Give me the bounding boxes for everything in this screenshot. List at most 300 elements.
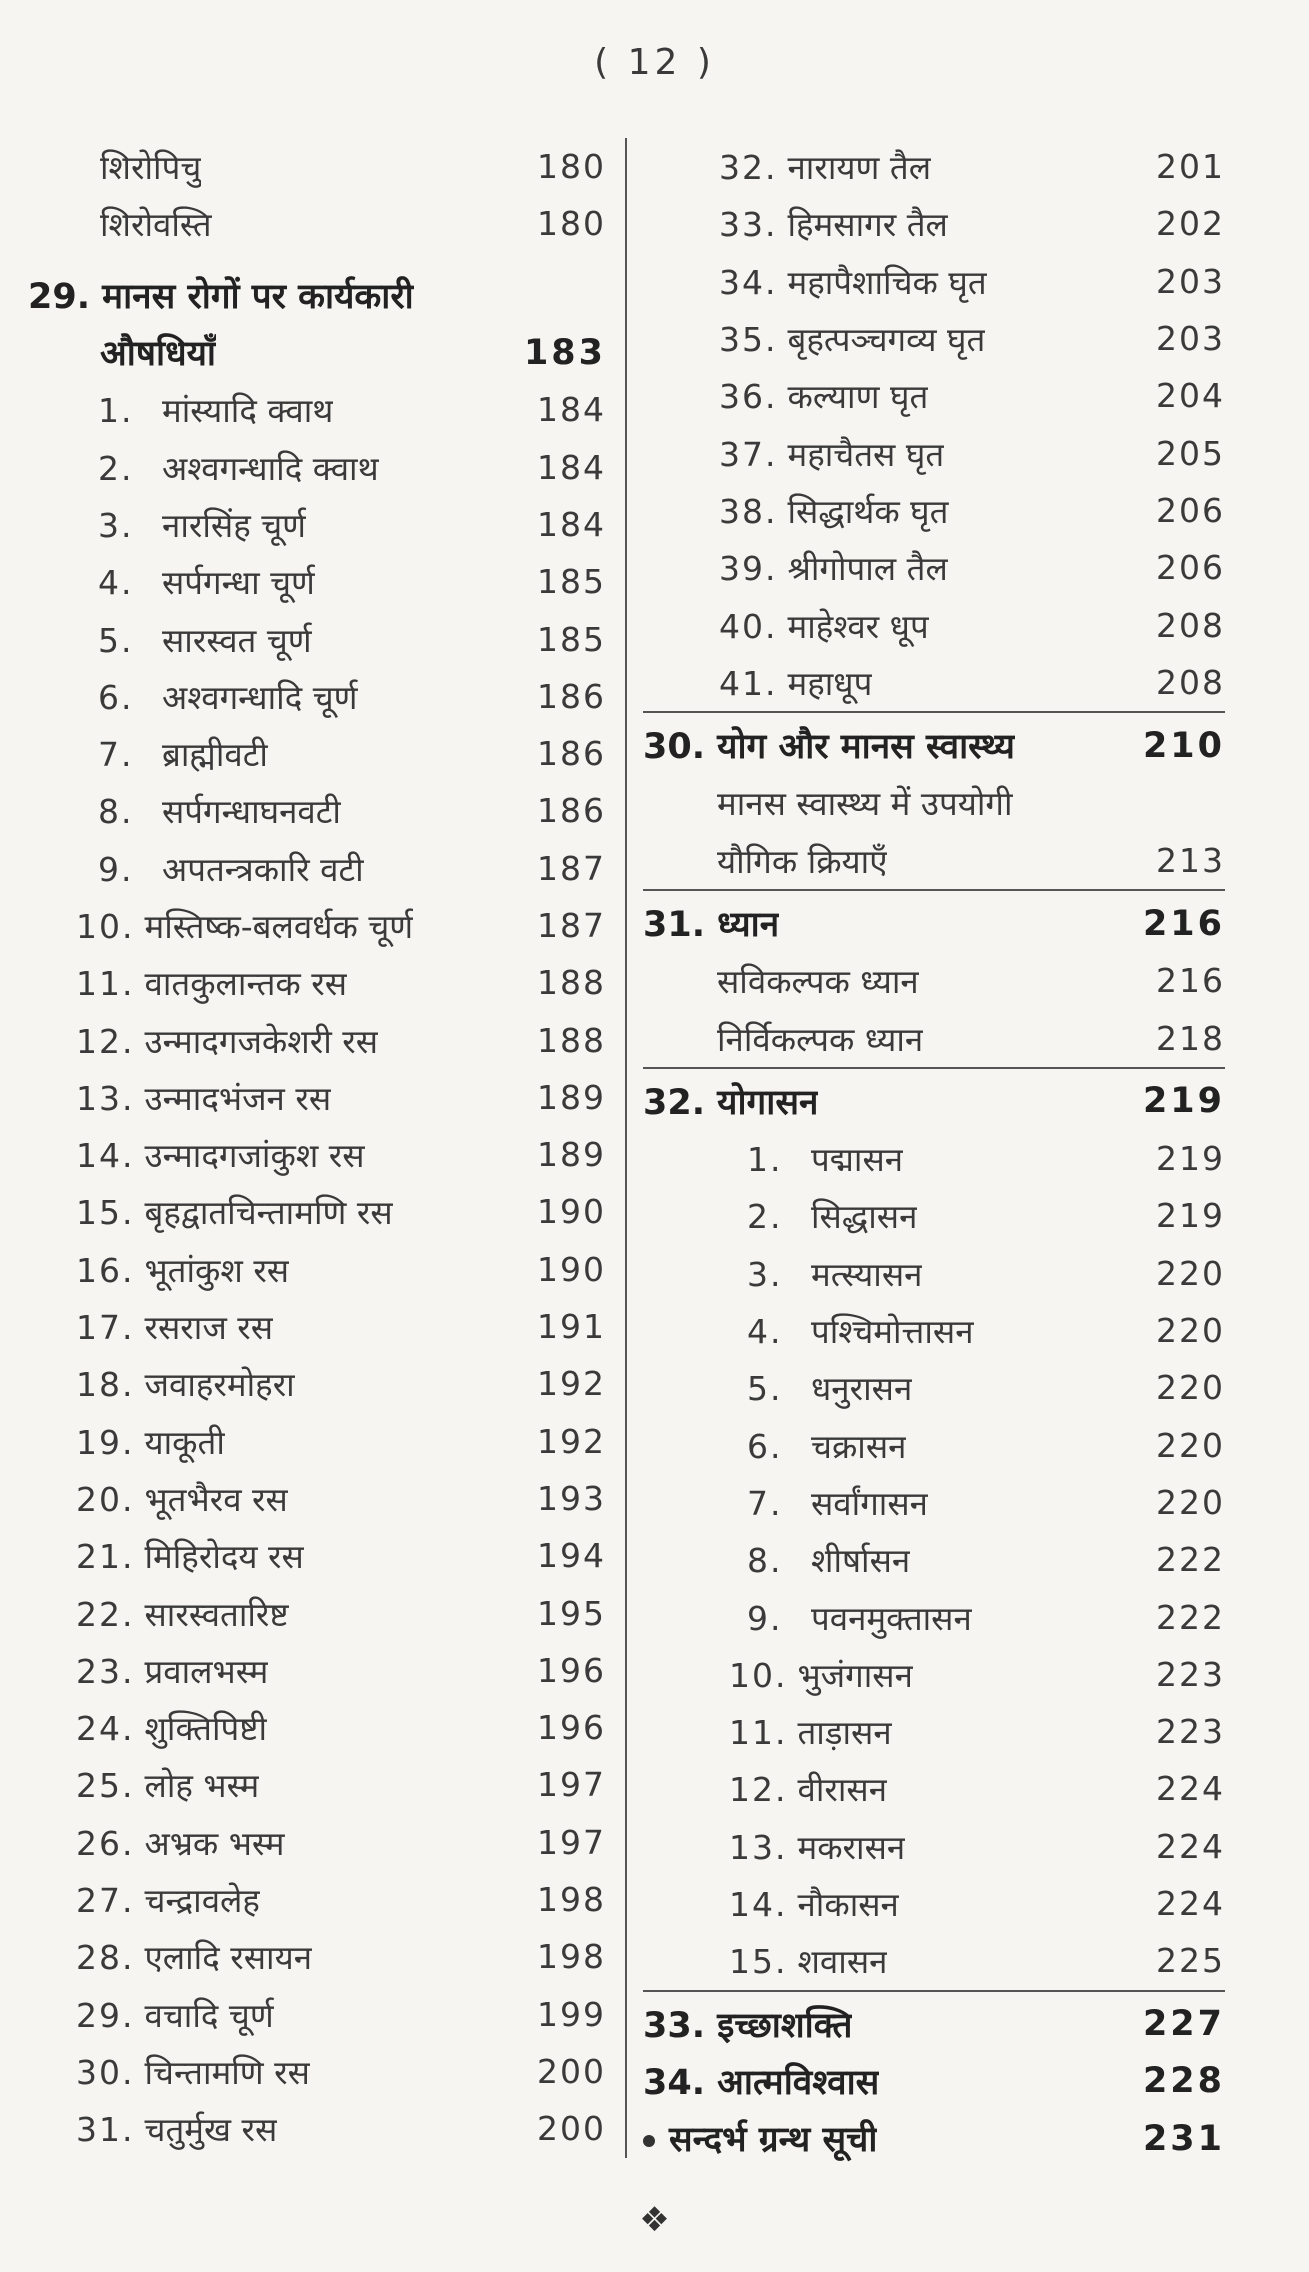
item-number: 30. (76, 2052, 135, 2092)
toc-item[interactable] (28, 1355, 606, 1412)
item-title: बृहद्वातचिन्तामणि रस (144, 1193, 393, 1233)
item-title: याकूती (144, 1422, 225, 1462)
toc-item[interactable] (643, 138, 1225, 195)
item-number: 33. (719, 205, 778, 245)
item-label (643, 1251, 922, 1296)
item-number: 14. (76, 1136, 135, 1176)
item-label (643, 1652, 913, 1697)
item-number: 38. (719, 491, 778, 531)
entry-title: शिरोपिचु (100, 148, 202, 188)
toc-item[interactable] (28, 553, 606, 610)
toc-item[interactable] (28, 668, 606, 725)
item-page: 190 (537, 1192, 606, 1232)
item-label (28, 1132, 365, 1177)
item-label (643, 201, 948, 246)
item-title: कल्याण घृत (787, 377, 929, 417)
chapter-heading[interactable] (643, 1996, 1225, 2053)
item-title: रसराज रस (144, 1308, 274, 1348)
item-page: 220 (1156, 1425, 1225, 1465)
entry-page: 180 (537, 147, 606, 187)
item-number: 9. (98, 849, 134, 889)
item-page: 195 (537, 1593, 606, 1633)
item-title: ब्राह्मीवटी (162, 735, 268, 775)
item-title: ताड़ासन (797, 1713, 892, 1753)
item-number: 31. (76, 2110, 135, 2150)
item-label (28, 445, 379, 490)
item-title: प्रवालभस्म (144, 1651, 269, 1691)
item-number: 41. (719, 663, 778, 703)
item-label (643, 1136, 903, 1181)
chapter-heading[interactable] (28, 267, 606, 324)
item-title: सर्वांगासन (811, 1483, 928, 1523)
item-title: सर्पगन्धा चूर्ण (162, 563, 315, 603)
item-number: 7. (747, 1483, 783, 1523)
toc-item[interactable] (643, 253, 1225, 310)
item-page: 192 (537, 1421, 606, 1461)
item-number: 9. (747, 1598, 783, 1638)
item-label (643, 1824, 905, 1869)
item-label (643, 1709, 892, 1754)
item-label (28, 1189, 393, 1234)
item-title: भूतांकुश रस (144, 1250, 290, 1290)
toc-item-list (28, 381, 606, 2157)
item-page: 205 (1156, 433, 1225, 473)
item-label (28, 1648, 268, 1693)
toc-item[interactable] (28, 1527, 606, 1584)
item-page: 188 (537, 963, 606, 1003)
item-label (28, 1247, 289, 1292)
section-rule (643, 711, 1225, 713)
item-page: 184 (537, 390, 606, 430)
toc-item[interactable] (28, 1470, 606, 1527)
toc-item[interactable] (643, 1531, 1225, 1588)
bibliography-heading[interactable] (643, 2110, 1225, 2167)
toc-item[interactable] (643, 1302, 1225, 1359)
item-number: 5. (98, 620, 134, 660)
chapter-title: 33. इच्छाशक्ति (643, 2005, 853, 2046)
toc-item[interactable] (643, 424, 1225, 481)
item-page: 222 (1156, 1597, 1225, 1637)
ornament-icon: ❖ (639, 2200, 670, 2240)
item-title: पवनमुक्तासन (811, 1598, 972, 1638)
item-number: 3. (98, 505, 134, 545)
toc-item[interactable] (28, 725, 606, 782)
item-page: 202 (1156, 204, 1225, 244)
item-page: 193 (537, 1478, 606, 1518)
chapter-heading-cont[interactable] (28, 324, 606, 381)
bibliography-label (643, 2115, 877, 2162)
item-label (28, 1476, 288, 1521)
item-number: 1. (747, 1140, 783, 1180)
toc-item[interactable] (28, 954, 606, 1011)
item-label (28, 960, 347, 1005)
item-title: मत्स्यासन (811, 1254, 923, 1294)
toc-item[interactable] (643, 1875, 1225, 1932)
item-title: मकरासन (797, 1827, 906, 1867)
item-page: 219 (1156, 1139, 1225, 1179)
item-label (28, 559, 315, 604)
toc-item[interactable] (643, 1417, 1225, 1474)
toc-item[interactable] (28, 1413, 606, 1470)
item-page: 191 (537, 1307, 606, 1347)
item-label (643, 431, 944, 476)
item-label (28, 617, 312, 662)
item-page: 222 (1156, 1540, 1225, 1580)
item-label (28, 502, 306, 547)
item-title: मस्तिष्क-बलवर्धक चूर्ण (144, 907, 414, 946)
item-label (28, 2049, 310, 2094)
item-title: सर्पगन्धाघनवटी (162, 792, 341, 832)
item-page: 225 (1156, 1941, 1225, 1981)
item-label (28, 788, 341, 833)
item-number: 10. (729, 1655, 788, 1695)
toc-item-list (643, 1130, 1225, 1989)
item-page: 224 (1156, 1826, 1225, 1866)
item-page: 223 (1156, 1712, 1225, 1752)
toc-item[interactable] (28, 782, 606, 839)
item-title: अश्वगन्धादि क्वाथ (162, 448, 379, 488)
section-rule (643, 1067, 1225, 1069)
item-page: 203 (1156, 261, 1225, 301)
toc-left-column (28, 138, 606, 2157)
item-page: 196 (537, 1650, 606, 1690)
item-label (643, 603, 929, 648)
item-number: 12. (729, 1770, 788, 1810)
item-number: 34. (719, 262, 778, 302)
item-label (28, 1304, 273, 1349)
item-number: 4. (747, 1312, 783, 1352)
item-number: 32. (719, 148, 778, 188)
toc-item[interactable] (643, 482, 1225, 539)
column-divider (625, 138, 627, 2158)
item-label (643, 1537, 910, 1582)
item-page: 186 (537, 734, 606, 774)
item-label (28, 731, 268, 776)
toc-item[interactable] (28, 1756, 606, 1813)
toc-item[interactable] (643, 1646, 1225, 1703)
chapter-page: 227 (1142, 2004, 1225, 2045)
item-number: 15. (76, 1193, 135, 1233)
toc-item[interactable] (28, 1871, 606, 1928)
bullet-icon (643, 2135, 655, 2147)
toc-item[interactable] (28, 1699, 606, 1756)
bibliography-title: सन्दर्भ ग्रन्थ सूची (669, 2120, 878, 2161)
item-label (643, 1365, 912, 1410)
entry-title: शिरोवस्ति (100, 205, 212, 245)
item-title: वचादि चूर्ण (144, 1995, 274, 2035)
toc-item[interactable] (28, 1642, 606, 1699)
item-page: 196 (537, 1708, 606, 1748)
item-number: 25. (76, 1766, 135, 1806)
item-page: 201 (1156, 147, 1225, 187)
toc-entry[interactable] (643, 832, 1225, 889)
toc-item[interactable] (643, 1760, 1225, 1817)
toc-item[interactable] (643, 539, 1225, 596)
item-label (28, 1992, 274, 2037)
item-number: 24. (76, 1709, 135, 1749)
chapter-heading[interactable] (643, 717, 1225, 774)
toc-entry[interactable] (643, 1009, 1225, 1066)
toc-item[interactable] (28, 1986, 606, 2043)
item-number: 11. (76, 964, 135, 1004)
entry-title: मानस स्वास्थ्य में उपयोगी (717, 784, 1013, 824)
item-page: 184 (537, 447, 606, 487)
item-number: 15. (729, 1942, 788, 1982)
toc-item[interactable] (643, 1818, 1225, 1875)
item-page: 200 (537, 2109, 606, 2149)
item-title: चतुर्मुख रस (144, 2110, 278, 2150)
item-title: महाधूप (787, 663, 873, 703)
item-number: 2. (747, 1197, 783, 1237)
toc-item[interactable] (643, 1187, 1225, 1244)
item-page: 189 (537, 1077, 606, 1117)
item-number: 20. (76, 1479, 135, 1519)
item-label (28, 1591, 289, 1636)
item-label (643, 1766, 887, 1811)
toc-item[interactable] (28, 1584, 606, 1641)
toc-item[interactable] (643, 1703, 1225, 1760)
item-title: भुजंगासन (797, 1655, 913, 1695)
item-title: जवाहरमोहरा (144, 1365, 295, 1405)
chapter-heading[interactable] (643, 2053, 1225, 2110)
item-number: 27. (76, 1881, 135, 1921)
item-title: सारस्वत चूर्ण (162, 620, 312, 660)
item-title: उन्मादगजकेशरी रस (144, 1021, 379, 1061)
item-label (28, 1419, 225, 1464)
item-number: 5. (747, 1369, 783, 1409)
chapter-page: 210 (1142, 725, 1225, 766)
item-number: 22. (76, 1594, 135, 1634)
item-number: 28. (76, 1938, 135, 1978)
item-number: 11. (729, 1713, 788, 1753)
toc-right-column (643, 138, 1225, 2167)
item-title: शवासन (797, 1942, 888, 1982)
entry-page: 216 (1156, 961, 1225, 1001)
item-label (643, 373, 928, 418)
toc-item[interactable] (28, 1298, 606, 1355)
item-label (643, 545, 948, 590)
item-page: 198 (537, 1937, 606, 1977)
item-label (643, 259, 987, 304)
item-number: 39. (719, 549, 778, 589)
toc-item[interactable] (28, 1011, 606, 1068)
item-number: 29. (76, 1995, 135, 2035)
item-number: 19. (76, 1422, 135, 1462)
toc-item[interactable] (28, 496, 606, 553)
item-number: 40. (719, 606, 778, 646)
item-number: 36. (719, 377, 778, 417)
item-title: चिन्तामणि रस (144, 2052, 310, 2092)
item-label (28, 1877, 260, 1922)
item-label (28, 903, 413, 948)
toc-entry[interactable] (643, 774, 1225, 831)
item-title: धनुरासन (811, 1369, 913, 1409)
item-label (28, 1820, 285, 1865)
item-label (28, 1705, 267, 1750)
item-label (643, 1193, 917, 1238)
toc-item[interactable] (28, 1069, 606, 1126)
toc-item[interactable] (28, 438, 606, 495)
item-page: 220 (1156, 1253, 1225, 1293)
item-label (28, 1075, 331, 1120)
item-page: 185 (537, 562, 606, 602)
item-title: मांस्यादि क्वाथ (162, 391, 334, 431)
toc-item[interactable] (28, 2100, 606, 2157)
item-title: लोह भस्म (144, 1766, 260, 1806)
item-number: 18. (76, 1365, 135, 1405)
item-number: 4. (98, 563, 134, 603)
toc-item[interactable] (643, 310, 1225, 367)
item-page: 197 (537, 1822, 606, 1862)
item-title: शुक्तिपिष्टी (144, 1709, 268, 1749)
entry-page: 213 (1156, 840, 1225, 880)
item-title: मिहिरोदय रस (144, 1537, 304, 1577)
item-title: सिद्धासन (811, 1197, 918, 1237)
chapter-title: 29. मानस रोगों पर कार्यकारी (28, 276, 414, 317)
item-title: वातकुलान्तक रस (144, 964, 348, 1004)
item-number: 8. (98, 792, 134, 832)
item-label (643, 488, 949, 533)
item-title: अश्वगन्धादि चूर्ण (162, 677, 358, 717)
item-label (643, 1595, 972, 1640)
item-title: चन्द्रावलेह (144, 1881, 260, 1921)
item-title: भूतभैरव रस (144, 1479, 288, 1519)
item-title: महाचैतस घृत (787, 434, 945, 474)
toc-entry[interactable] (28, 195, 606, 252)
item-title: नौकासन (797, 1885, 899, 1925)
item-label (643, 144, 931, 189)
toc-entry[interactable] (28, 138, 606, 195)
item-label (643, 1423, 906, 1468)
chapter-page: 216 (1142, 903, 1225, 944)
item-title: श्रीगोपाल तैल (787, 549, 948, 589)
item-page: 203 (1156, 319, 1225, 359)
item-title: नारसिंह चूर्ण (162, 505, 307, 545)
item-page: 185 (537, 619, 606, 659)
item-title: हिमसागर तैल (787, 205, 948, 245)
item-page: 220 (1156, 1311, 1225, 1351)
item-number: 16. (76, 1250, 135, 1290)
item-number: 17. (76, 1308, 135, 1348)
chapter-title-cont: औषधियाँ (100, 334, 216, 375)
toc-item[interactable] (28, 897, 606, 954)
toc-item[interactable] (643, 195, 1225, 252)
toc-item[interactable] (643, 1245, 1225, 1302)
item-title: एलादि रसायन (144, 1938, 313, 1978)
item-title: सिद्धार्थक घृत (787, 491, 949, 531)
toc-item[interactable] (28, 840, 606, 897)
item-page: 224 (1156, 1884, 1225, 1924)
toc-item[interactable] (28, 2043, 606, 2100)
entry-title: यौगिक क्रियाएँ (717, 841, 888, 881)
item-page: 208 (1156, 662, 1225, 702)
toc-item[interactable] (643, 1588, 1225, 1645)
item-title: सारस्वतारिष्ट (144, 1594, 289, 1634)
item-number: 3. (747, 1254, 783, 1294)
item-page: 199 (537, 1994, 606, 2034)
toc-item-list (643, 138, 1225, 711)
item-page: 187 (537, 848, 606, 888)
toc-item[interactable] (28, 610, 606, 667)
toc-item[interactable] (643, 654, 1225, 711)
toc-item[interactable] (643, 1359, 1225, 1416)
item-title: उन्मादगजांकुश रस (144, 1136, 365, 1176)
item-number: 1. (98, 391, 134, 431)
item-page: 223 (1156, 1654, 1225, 1694)
toc-item[interactable] (643, 1474, 1225, 1531)
entry-title: सविकल्पक ध्यान (717, 962, 919, 1002)
chapter-title: 32. योगासन (643, 1082, 819, 1123)
item-number: 8. (747, 1541, 783, 1581)
toc-item[interactable] (643, 596, 1225, 653)
item-title: उन्मादभंजन रस (144, 1078, 332, 1118)
section-rule (643, 1990, 1225, 1992)
toc-item[interactable] (28, 1928, 606, 1985)
item-number: 35. (719, 320, 778, 360)
toc-entry[interactable] (643, 952, 1225, 1009)
spacer (28, 253, 606, 267)
toc-item[interactable] (643, 1932, 1225, 1989)
toc-item[interactable] (28, 1814, 606, 1871)
item-label (28, 1361, 295, 1406)
item-label (643, 1308, 974, 1353)
item-page: 188 (537, 1020, 606, 1060)
item-page: 220 (1156, 1368, 1225, 1408)
item-page: 224 (1156, 1769, 1225, 1809)
item-page: 194 (537, 1536, 606, 1576)
toc-item[interactable] (28, 1126, 606, 1183)
item-page: 190 (537, 1249, 606, 1289)
item-number: 21. (76, 1537, 135, 1577)
item-page: 197 (537, 1765, 606, 1805)
item-title: नारायण तैल (787, 148, 932, 188)
toc-item[interactable] (643, 1130, 1225, 1187)
item-number: 13. (76, 1078, 135, 1118)
item-page: 206 (1156, 490, 1225, 530)
entry-page: 218 (1156, 1018, 1225, 1058)
item-page: 192 (537, 1364, 606, 1404)
item-page: 206 (1156, 548, 1225, 588)
item-number: 37. (719, 434, 778, 474)
chapter-page: 183 (523, 332, 606, 373)
item-title: महापैशाचिक घृत (787, 262, 987, 302)
item-label (643, 660, 872, 705)
item-title: बृहत्पञ्चगव्य घृत (787, 320, 986, 360)
item-page: 220 (1156, 1482, 1225, 1522)
item-page: 208 (1156, 605, 1225, 645)
chapter-title: 30. योग और मानस स्वास्थ्य (643, 727, 1015, 768)
toc-item[interactable] (28, 1183, 606, 1240)
item-number: 7. (98, 735, 134, 775)
toc-item[interactable] (28, 381, 606, 438)
toc-item[interactable] (643, 367, 1225, 424)
entry-title: निर्विकल्पक ध्यान (717, 1019, 924, 1059)
item-page: 219 (1156, 1196, 1225, 1236)
item-page: 187 (537, 906, 606, 945)
item-title: अपतन्त्रकारि वटी (162, 849, 364, 889)
chapter-heading[interactable] (643, 1073, 1225, 1130)
entry-page: 180 (537, 204, 606, 244)
item-page: 189 (537, 1135, 606, 1175)
item-label (28, 1018, 378, 1063)
item-title: चक्रासन (811, 1426, 907, 1466)
chapter-page: 228 (1142, 2061, 1225, 2102)
chapter-heading[interactable] (643, 895, 1225, 952)
item-label (28, 387, 333, 432)
item-page: 186 (537, 791, 606, 831)
item-number: 6. (98, 677, 134, 717)
toc-item[interactable] (28, 1241, 606, 1298)
